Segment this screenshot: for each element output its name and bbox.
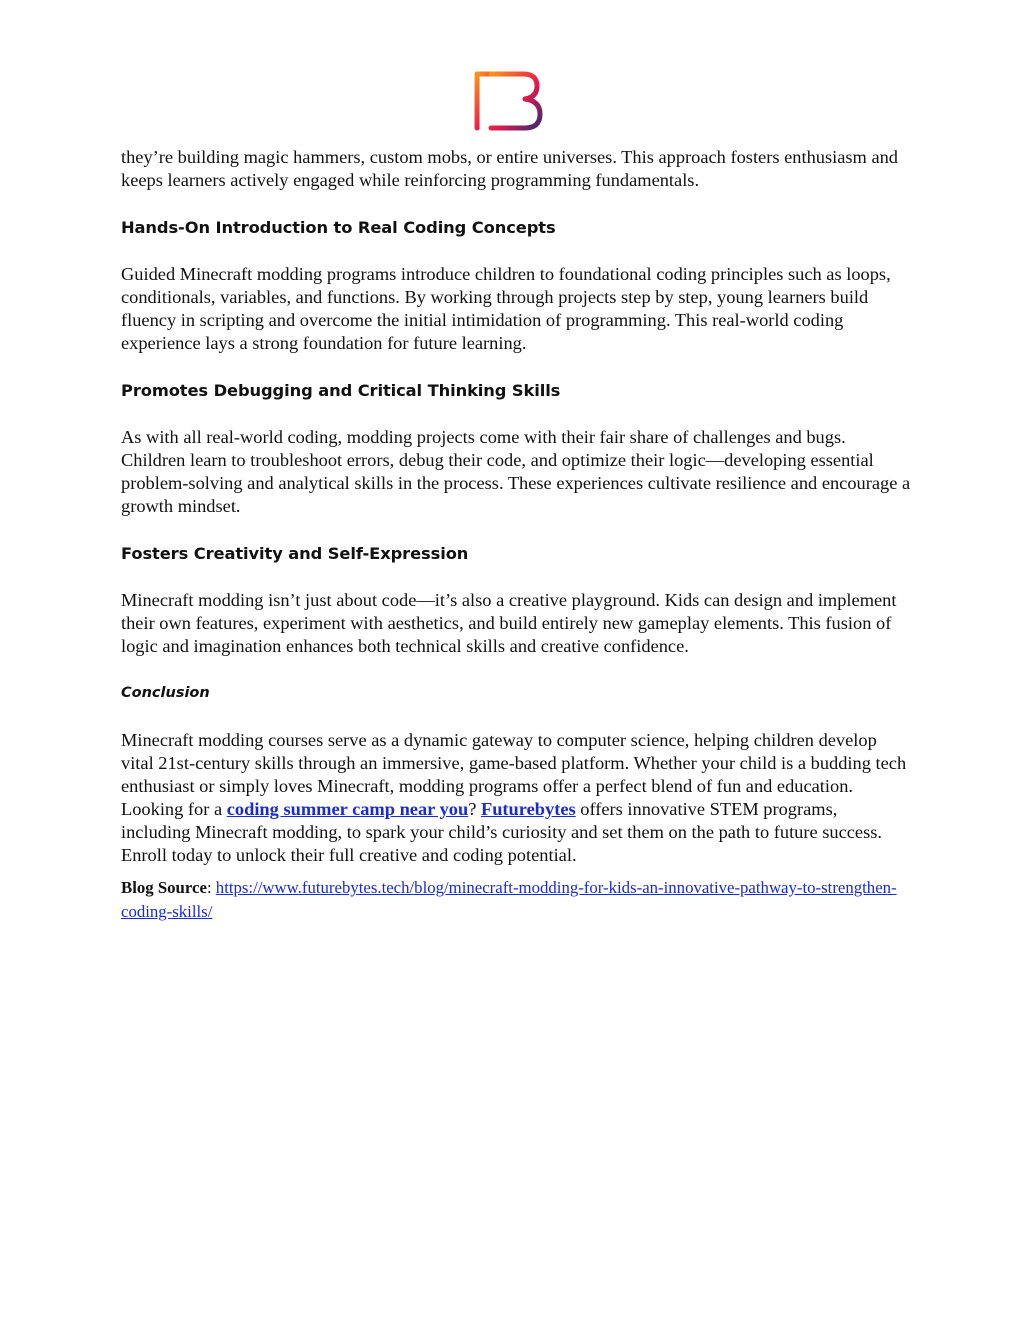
section-paragraph: Minecraft modding isn’t just about code—it’s also a creative playground. Kids can design and implement their own features, experiment with aesthetics, and build entirely new gameplay elements. This fusion of logic and imagination enhances both technical skills and creative confidence. <box>121 590 897 656</box>
conclusion-text: ? <box>468 799 481 819</box>
conclusion-text: Minecraft modding courses serve as a dynamic gateway to computer science, helping children develop vital 21st-century skills through an immersive, game-based platform. Whether your child is a budding tech enthusiast or simply loves Minecraft, modding programs offer a perfect blend of fun and education. Looking for a <box>121 730 907 819</box>
futurebytes-link[interactable]: Futurebytes <box>480 799 576 819</box>
coding-summer-camp-link[interactable]: coding summer camp near you <box>226 799 469 819</box>
intro-paragraph: they’re building magic hammers, custom mobs, or entire universes. This approach fosters enthusiasm and keeps learners actively engaged while reinforcing programming fundamentals. <box>121 147 898 190</box>
blog-source-label: Blog Source <box>121 878 207 897</box>
article-body <box>121 146 911 924</box>
conclusion-text: offers innovative STEM programs, including Minecraft modding, to spark your child’s curiosity and set them on the path to future success. Enroll today to unlock their full creative and coding potential. <box>121 799 883 865</box>
futurebytes-logo-icon <box>469 66 547 134</box>
section-heading: Promotes Debugging and Critical Thinking Skills <box>121 381 561 400</box>
conclusion-paragraph <box>121 729 911 867</box>
section-paragraph: As with all real-world coding, modding projects come with their fair share of challenges and bugs. Children learn to troubleshoot errors, debug their code, and optimize their logic—developing essential problem-solving and analytical skills in the process. These experiences cultivate resilience and encourage a growth mindset. <box>121 427 911 516</box>
blog-source-url-link[interactable]: https://www.futurebytes.tech/blog/minecraft-modding-for-kids-an-innovative-pathway-to-strengthen-coding-skills/ <box>121 878 897 921</box>
section-paragraph: Guided Minecraft modding programs introduce children to foundational coding principles such as loops, conditionals, variables, and functions. By working through projects step by step, young learners build fluency in scripting and overcome the initial intimidation of programming. This real-world coding experience lays a strong foundation for future learning. <box>121 264 891 353</box>
conclusion-heading: Conclusion <box>121 685 210 701</box>
blog-source <box>121 876 911 924</box>
section-heading: Hands-On Introduction to Real Coding Concepts <box>121 218 556 237</box>
section-heading: Fosters Creativity and Self-Expression <box>121 544 469 563</box>
blog-source-separator: : <box>206 878 216 897</box>
